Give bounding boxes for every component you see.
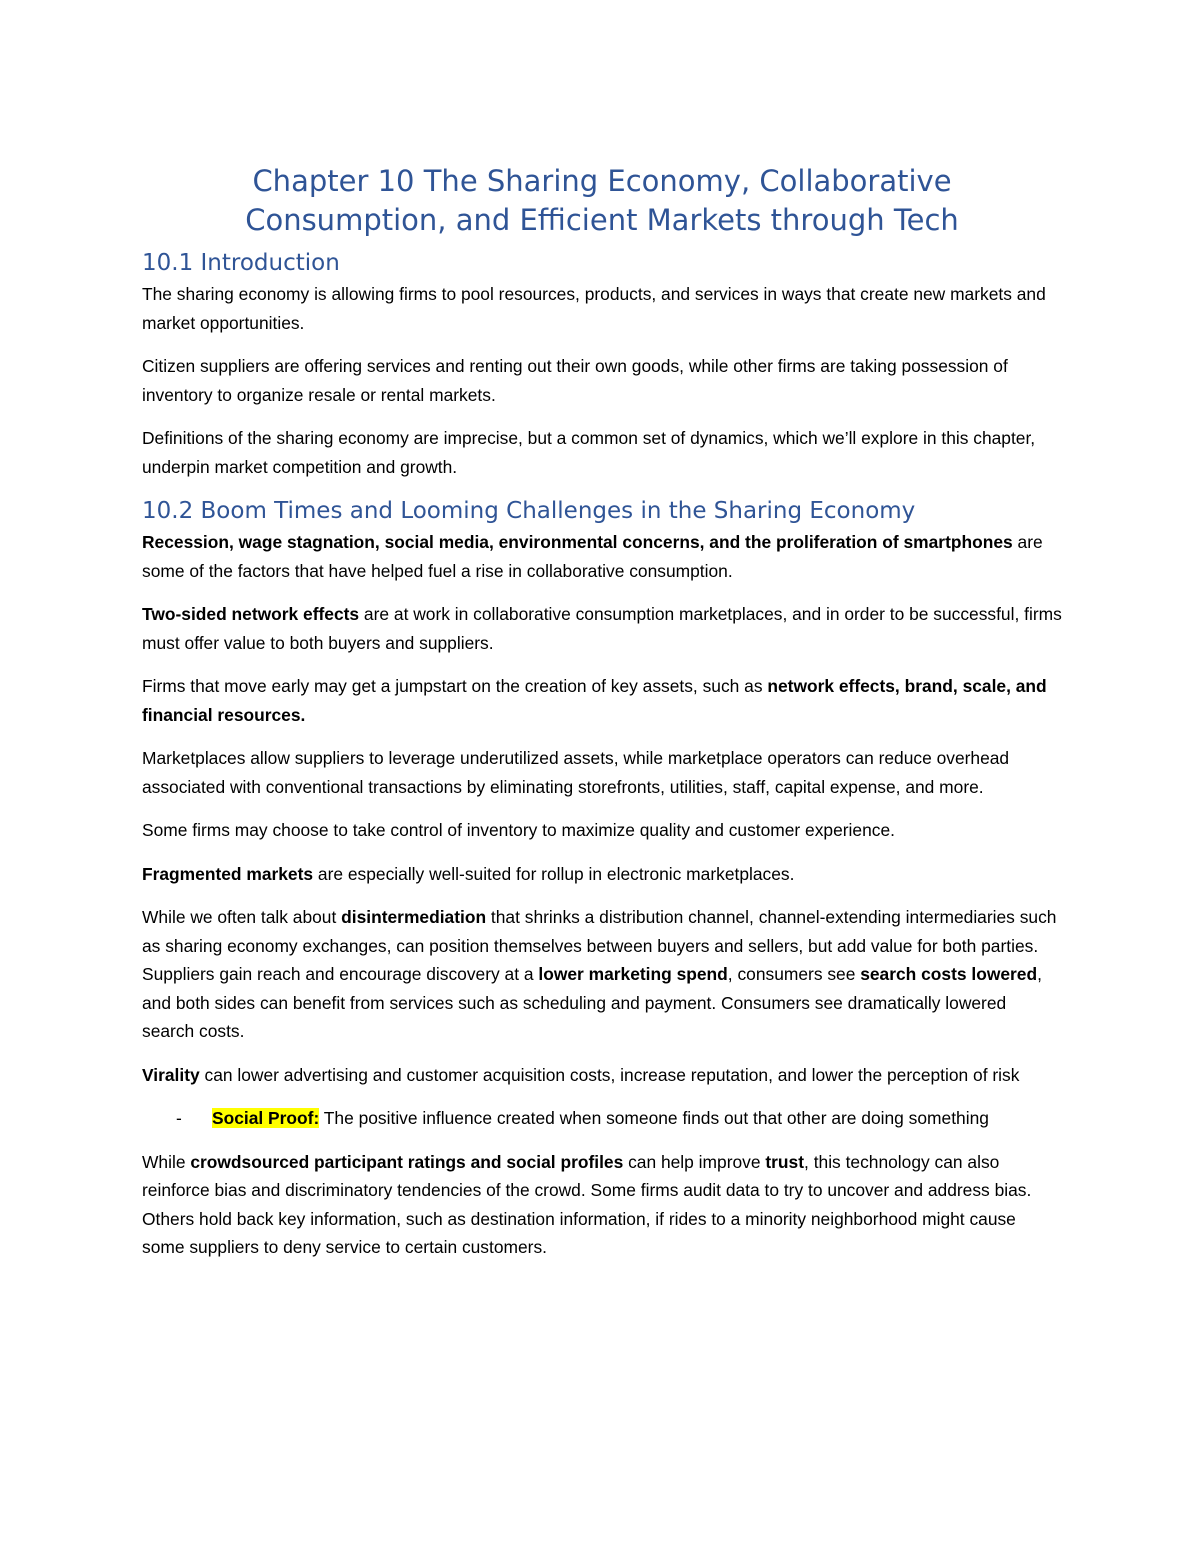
section-heading-introduction: 10.1 Introduction	[142, 250, 340, 276]
text-fragmented-rest: are especially well-suited for rollup in electronic marketplaces.	[313, 863, 795, 884]
text-early-movers: Firms that move early may get a jumpstart on the creation of key assets, such as	[142, 676, 768, 696]
intro-paragraph-1: The sharing economy is allowing firms to pool resources, products, and services in ways that create new markets and market opportunities.	[142, 284, 1046, 333]
text-while: While	[142, 1151, 191, 1172]
bold-factors: Recession, wage stagnation, social media, environmental concerns, and the proliferation of smartphones	[142, 532, 1013, 552]
bold-two-sided-network-effects: Two-sided network effects	[142, 604, 360, 624]
intro-paragraph-2: Citizen suppliers are offering services and renting out their own goods, while other firms are taking possession of inventory to organize resale or rental markets.	[142, 356, 1008, 405]
text-help-improve: can help improve	[623, 1151, 766, 1172]
bullet-dash: -	[176, 1108, 182, 1128]
text-network-effects-rest: are at work in collaborative consumption marketplaces, and in order to be successful, firms must offer value to both buyers and suppliers.	[142, 604, 1062, 653]
boom-paragraph-4: Marketplaces allow suppliers to leverage underutilized assets, while marketplace operators can reduce overhead associated with conventional transactions by eliminating storefronts, utilities, staff, capital expense, and more.	[142, 748, 1010, 797]
chapter-title	[142, 162, 1062, 240]
bold-disintermediation: disintermediation	[341, 907, 487, 927]
chapter-title-line-1: Chapter 10 The Sharing Economy, Collaborative	[252, 164, 952, 198]
text-factors-rest: are some of the factors that have helped fuel a rise in collaborative consumption.	[142, 532, 1043, 581]
boom-paragraph-3	[142, 672, 1062, 729]
text-scheduling-payment: , and both sides can benefit from services such as scheduling and payment. Consumers see dramatically lowered search costs.	[142, 964, 1042, 1041]
text-social-proof-definition: The positive influence created when someone finds out that other are doing something	[319, 1108, 989, 1128]
boom-paragraph-9	[142, 1148, 1062, 1262]
text-disintermediation-lead: While we often talk about	[142, 907, 342, 927]
text-bias: , this technology can also reinforce bias and discriminatory tendencies of the crowd. Some firms audit data to try to uncover and address bias. Others hold back key information, such as destination information, if rides to a minority neighborhood might cause some suppliers to deny service to certain customers.	[142, 1151, 1032, 1257]
boom-paragraph-5: Some firms may choose to take control of inventory to maximize quality and customer experience.	[142, 820, 895, 840]
text-consumers-see: , consumers see	[727, 964, 861, 984]
boom-paragraph-6	[142, 860, 1062, 889]
boom-paragraph-7	[142, 903, 1062, 1046]
boom-paragraph-8	[142, 1061, 1062, 1090]
boom-paragraph-2	[142, 600, 1062, 657]
bold-fragmented-markets: Fragmented markets	[142, 863, 314, 884]
bold-trust: trust	[765, 1151, 805, 1172]
bullet-social-proof	[142, 1104, 1062, 1133]
chapter-title-line-2: Consumption, and Efficient Markets through Tech	[245, 203, 959, 237]
bold-key-assets: network effects, brand, scale, and financial resources.	[142, 676, 1047, 725]
highlight-social-proof: Social Proof:	[212, 1108, 320, 1128]
text-virality-rest: can lower advertising and customer acquisition costs, increase reputation, and lower the perception of risk	[199, 1064, 1020, 1085]
bullet-text	[212, 1104, 1062, 1133]
text-intermediaries: that shrinks a distribution channel, channel-extending intermediaries such as sharing economy exchanges, can position themselves between buyers and sellers, but add value for both parties. Suppliers gain reach and encourage discovery at a	[142, 907, 1057, 984]
intro-paragraph-3: Definitions of the sharing economy are imprecise, but a common set of dynamics, which we’ll explore in this chapter, underpin market competition and growth.	[142, 428, 1036, 477]
document-page	[142, 162, 1062, 1277]
bold-virality: Virality	[142, 1064, 200, 1085]
bold-crowdsourced-ratings: crowdsourced participant ratings and social profiles	[190, 1151, 624, 1172]
section-heading-boom-times: 10.2 Boom Times and Looming Challenges in the Sharing Economy	[142, 498, 916, 524]
bold-lower-marketing-spend: lower marketing spend	[538, 964, 728, 984]
bold-search-costs-lowered: search costs lowered	[860, 964, 1038, 984]
boom-paragraph-1	[142, 528, 1062, 585]
